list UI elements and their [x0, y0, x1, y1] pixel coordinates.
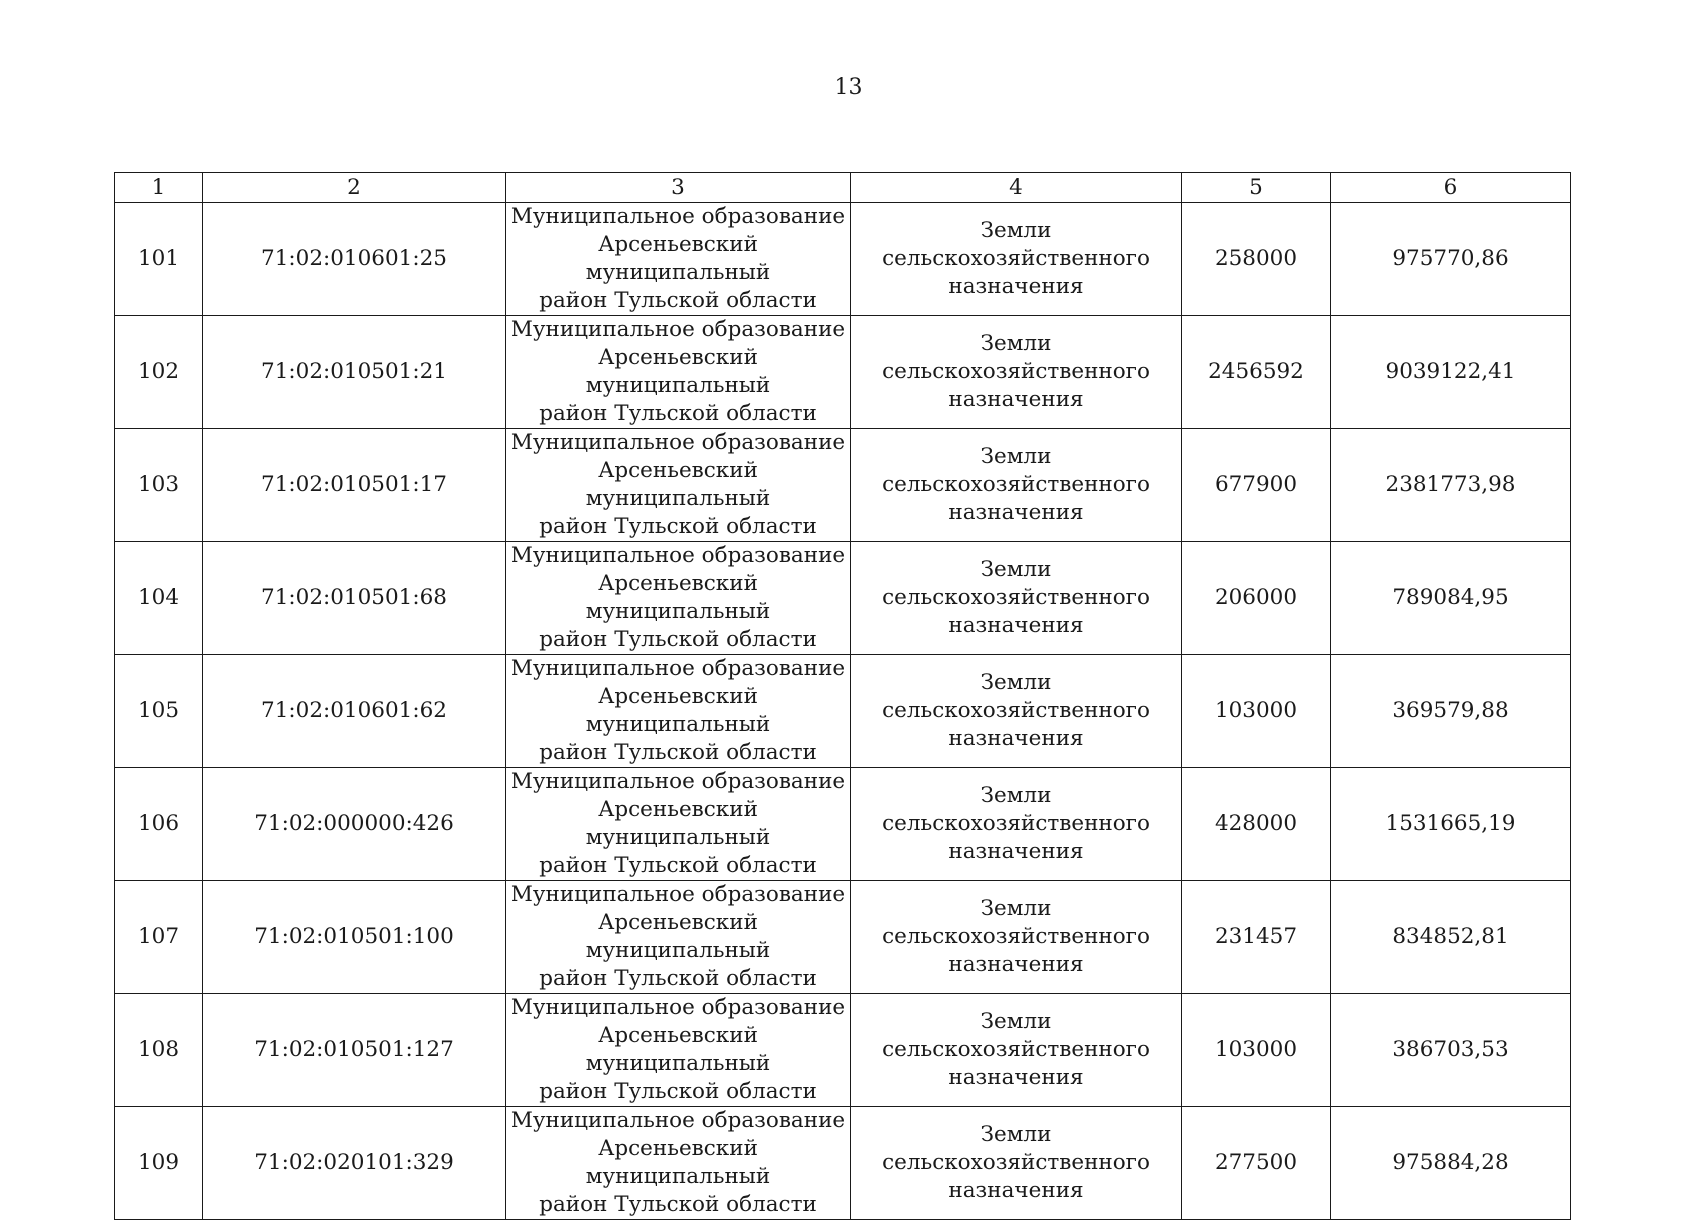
land-category-cell-line: сельскохозяйственного — [882, 698, 1150, 723]
land-plots-table — [114, 172, 1571, 1220]
owner-cell-line: Арсеньевский муниципальный — [585, 232, 771, 285]
land-category-cell-line: назначения — [948, 274, 1084, 299]
land-category-cell-line: Земли — [980, 670, 1052, 695]
cadastral-number-cell: 71:02:010501:21 — [203, 316, 506, 429]
owner-cell — [506, 203, 851, 316]
owner-cell-line: район Тульской области — [539, 853, 817, 878]
land-category-cell — [851, 316, 1182, 429]
area-cell: 277500 — [1182, 1107, 1331, 1220]
land-category-cell-line: назначения — [948, 387, 1084, 412]
land-category-cell-line: Земли — [980, 1122, 1052, 1147]
land-category-cell-line: сельскохозяйственного — [882, 811, 1150, 836]
land-category-cell-line: назначения — [948, 726, 1084, 751]
area-cell: 428000 — [1182, 768, 1331, 881]
land-category-cell-line: сельскохозяйственного — [882, 1037, 1150, 1062]
cadastral-number-cell: 71:02:000000:426 — [203, 768, 506, 881]
row-number-cell: 102 — [115, 316, 203, 429]
owner-cell-line: Арсеньевский муниципальный — [585, 1136, 771, 1189]
owner-cell-line: район Тульской области — [539, 1079, 817, 1104]
cadastral-number-cell: 71:02:020101:329 — [203, 1107, 506, 1220]
owner-cell-line: Муниципальное образование — [510, 769, 846, 794]
land-category-cell — [851, 542, 1182, 655]
row-number-cell: 107 — [115, 881, 203, 994]
column-header: 1 — [115, 173, 203, 203]
land-category-cell-line: сельскохозяйственного — [882, 359, 1150, 384]
land-category-cell-line: назначения — [948, 839, 1084, 864]
page-number: 13 — [834, 75, 863, 100]
land-category-cell-line: Земли — [980, 783, 1052, 808]
row-number-cell: 109 — [115, 1107, 203, 1220]
land-category-cell-line: Земли — [980, 896, 1052, 921]
owner-cell-line: Арсеньевский муниципальный — [585, 571, 771, 624]
owner-cell — [506, 316, 851, 429]
owner-cell-line: Арсеньевский муниципальный — [585, 797, 771, 850]
owner-cell-line: Муниципальное образование — [510, 882, 846, 907]
value-cell: 975884,28 — [1331, 1107, 1571, 1220]
land-category-cell — [851, 768, 1182, 881]
area-cell: 206000 — [1182, 542, 1331, 655]
land-category-cell-line: назначения — [948, 613, 1084, 638]
value-cell: 2381773,98 — [1331, 429, 1571, 542]
value-cell: 1531665,19 — [1331, 768, 1571, 881]
area-cell: 677900 — [1182, 429, 1331, 542]
owner-cell-line: район Тульской области — [539, 288, 817, 313]
row-number-cell: 106 — [115, 768, 203, 881]
owner-cell-line: Арсеньевский муниципальный — [585, 458, 771, 511]
land-category-cell-line: Земли — [980, 218, 1052, 243]
column-header: 3 — [506, 173, 851, 203]
column-header: 2 — [203, 173, 506, 203]
table-header-row — [115, 173, 1571, 203]
cadastral-number-cell: 71:02:010501:68 — [203, 542, 506, 655]
land-category-cell-line: Земли — [980, 1009, 1052, 1034]
land-category-cell-line: назначения — [948, 952, 1084, 977]
table-row — [115, 203, 1571, 316]
row-number-cell: 104 — [115, 542, 203, 655]
land-category-cell — [851, 203, 1182, 316]
land-category-cell-line: Земли — [980, 557, 1052, 582]
table-row — [115, 655, 1571, 768]
owner-cell-line: Муниципальное образование — [510, 543, 846, 568]
cadastral-number-cell: 71:02:010501:17 — [203, 429, 506, 542]
row-number-cell: 103 — [115, 429, 203, 542]
land-category-cell-line: Земли — [980, 444, 1052, 469]
table-row — [115, 994, 1571, 1107]
land-category-cell-line: Земли — [980, 331, 1052, 356]
table-row — [115, 768, 1571, 881]
land-category-cell-line: сельскохозяйственного — [882, 1150, 1150, 1175]
land-category-cell — [851, 655, 1182, 768]
table-body — [115, 203, 1571, 1220]
owner-cell-line: район Тульской области — [539, 740, 817, 765]
area-cell: 231457 — [1182, 881, 1331, 994]
land-category-cell-line: назначения — [948, 500, 1084, 525]
row-number-cell: 108 — [115, 994, 203, 1107]
cadastral-number-cell: 71:02:010501:127 — [203, 994, 506, 1107]
row-number-cell: 105 — [115, 655, 203, 768]
owner-cell-line: район Тульской области — [539, 1192, 817, 1217]
table-row — [115, 429, 1571, 542]
owner-cell-line: район Тульской области — [539, 514, 817, 539]
value-cell: 975770,86 — [1331, 203, 1571, 316]
table-row — [115, 316, 1571, 429]
owner-cell-line: район Тульской области — [539, 627, 817, 652]
table-row — [115, 881, 1571, 994]
owner-cell — [506, 768, 851, 881]
owner-cell-line: район Тульской области — [539, 966, 817, 991]
area-cell: 103000 — [1182, 655, 1331, 768]
land-category-cell-line: сельскохозяйственного — [882, 585, 1150, 610]
row-number-cell: 101 — [115, 203, 203, 316]
land-category-cell-line: назначения — [948, 1065, 1084, 1090]
owner-cell — [506, 881, 851, 994]
cadastral-number-cell: 71:02:010601:25 — [203, 203, 506, 316]
owner-cell-line: Арсеньевский муниципальный — [585, 684, 771, 737]
cadastral-number-cell: 71:02:010601:62 — [203, 655, 506, 768]
owner-cell-line: Муниципальное образование — [510, 1108, 846, 1133]
owner-cell — [506, 542, 851, 655]
land-category-cell — [851, 881, 1182, 994]
owner-cell — [506, 994, 851, 1107]
land-category-cell — [851, 1107, 1182, 1220]
area-cell: 2456592 — [1182, 316, 1331, 429]
owner-cell-line: Муниципальное образование — [510, 430, 846, 455]
area-cell: 258000 — [1182, 203, 1331, 316]
column-header: 6 — [1331, 173, 1571, 203]
owner-cell-line: Муниципальное образование — [510, 317, 846, 342]
cadastral-number-cell: 71:02:010501:100 — [203, 881, 506, 994]
column-header: 4 — [851, 173, 1182, 203]
owner-cell — [506, 1107, 851, 1220]
land-category-cell — [851, 994, 1182, 1107]
table-row — [115, 542, 1571, 655]
owner-cell-line: Муниципальное образование — [510, 656, 846, 681]
owner-cell-line: Муниципальное образование — [510, 204, 846, 229]
land-category-cell — [851, 429, 1182, 542]
area-cell: 103000 — [1182, 994, 1331, 1107]
land-category-cell-line: сельскохозяйственного — [882, 924, 1150, 949]
column-header: 5 — [1182, 173, 1331, 203]
owner-cell-line: Муниципальное образование — [510, 995, 846, 1020]
value-cell: 9039122,41 — [1331, 316, 1571, 429]
value-cell: 369579,88 — [1331, 655, 1571, 768]
value-cell: 386703,53 — [1331, 994, 1571, 1107]
land-category-cell-line: сельскохозяйственного — [882, 246, 1150, 271]
land-category-cell-line: сельскохозяйственного — [882, 472, 1150, 497]
owner-cell — [506, 429, 851, 542]
table-row — [115, 1107, 1571, 1220]
value-cell: 834852,81 — [1331, 881, 1571, 994]
owner-cell-line: Арсеньевский муниципальный — [585, 345, 771, 398]
owner-cell-line: район Тульской области — [539, 401, 817, 426]
owner-cell-line: Арсеньевский муниципальный — [585, 1023, 771, 1076]
land-category-cell-line: назначения — [948, 1178, 1084, 1203]
owner-cell-line: Арсеньевский муниципальный — [585, 910, 771, 963]
value-cell: 789084,95 — [1331, 542, 1571, 655]
owner-cell — [506, 655, 851, 768]
